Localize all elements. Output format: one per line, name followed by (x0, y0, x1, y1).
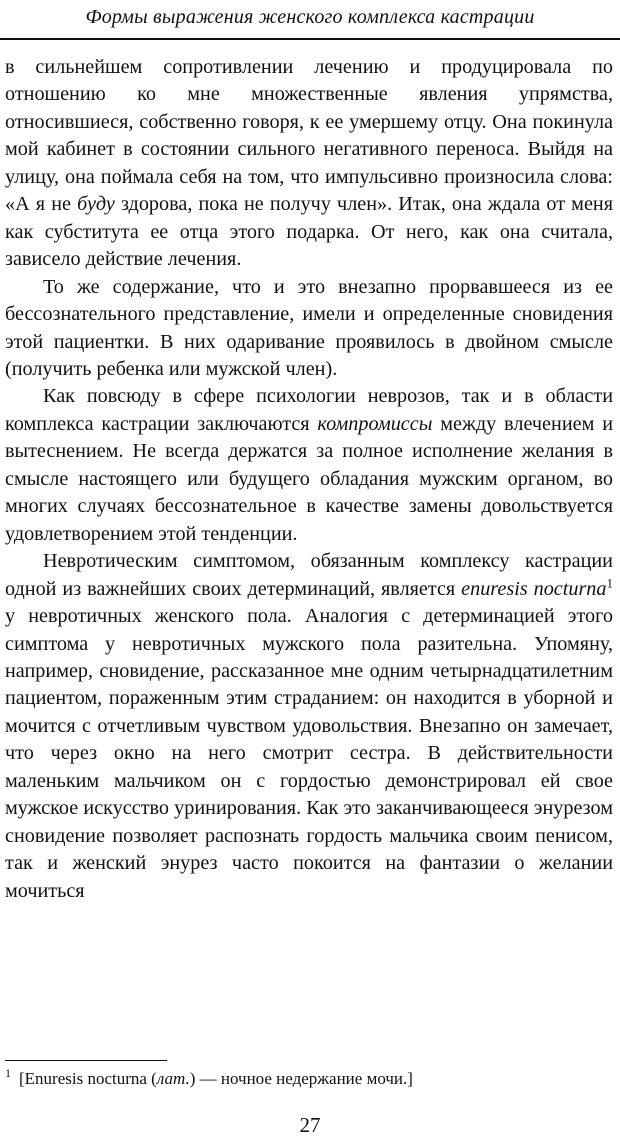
running-header: Формы выражения женского комплекса кастрации (85, 6, 535, 28)
paragraph-2: То же содержание, что и это внезапно прорвавшееся из ее бессознательного представление, имели и определенные сновидения этой пациентки. В них одаривание проявилось в двойном смысле (получить ребенка или мужской член). (5, 275, 613, 380)
paragraph-1-text-end: здорова, пока не получу член». Итак, она ждала от меня как субститута ее отца этого подарка. От него, как она считала, зависело действие лечения. (5, 193, 613, 271)
footnote-mark: 1 (5, 1066, 11, 1081)
paragraph-3 (5, 383, 613, 548)
paragraph-4-text: Невротическим симптомом, обязанным комплексу кастрации одной из важнейших своих детерминаций, является (5, 550, 613, 600)
paragraph-4 (5, 548, 613, 905)
paragraph-4-text-end: у невротичных женского пола. Аналогия с детерминацией этого симптома у невротичных мужского пола разительна. Упомяну, например, сновидение, рассказанное мне одним четырнадцатилетним пациентом, пораженным этим страданием: он находится в уборной и мочится с отчетливым чувством удовольствия. Внезапно он замечает, что через окно на него смотрит сестра. В действительности маленьким мальчиком он с гордостью демонстрировал ей свое мужское искусство уринирования. Как это заканчивающееся энурезом сновидение позволяет распознать гордость мальчика своим пенисом, так и женский энурез часто покоится на фантазии о желании мочиться (5, 605, 613, 902)
footnote-emphasis: лат. (156, 1069, 190, 1088)
footnote-text: [Enuresis nocturna ( (19, 1069, 157, 1088)
footnote-rule (5, 1060, 167, 1061)
paragraph-4-emphasis: enuresis nocturna (461, 577, 607, 600)
paragraph-3-text-end: между влечением и вытеснением. Не всегда держатся за полное исполнение желания в смысле настоящего или будущего обладания мужским органом, во многих случаях бессознательное в качестве замены довольствуется удовлетворением этой тенденции. (5, 412, 614, 545)
page-number: 27 (299, 1113, 321, 1137)
paragraph-1-emphasis: буду (77, 193, 115, 216)
paragraph-1-text: в сильнейшем сопротивлении лечению и продуцировала по отношению ко мне множественные явления упрямства, относившиеся, собственно говоря, к ее умершему отцу. Она покинула мой кабинет в состоянии сильного негативного переноса. Выйдя на улицу, она поймала себя на том, что импульсивно произносила слова: «А я не (5, 56, 613, 216)
footnote-text-end: ) — ночное недержание мочи.] (189, 1069, 413, 1088)
paragraph-3-text: Как повсюду в сфере психологии неврозов, так и в области комплекса кастрации заключаются (5, 385, 613, 435)
footnote-reference[interactable]: 1 (606, 574, 613, 590)
paragraph-1 (5, 54, 613, 274)
header-rule (0, 38, 620, 40)
paragraph-3-emphasis: компромиссы (317, 412, 433, 435)
body-text (5, 54, 613, 905)
footnote (5, 1068, 613, 1090)
